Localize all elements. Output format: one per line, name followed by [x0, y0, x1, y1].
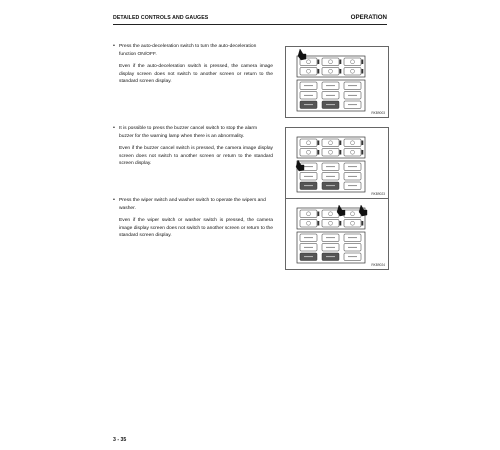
header-section-title: DETAILED CONTROLS AND GAUGES: [113, 15, 209, 21]
indicator-lamp: [362, 141, 364, 146]
header-divider: [113, 24, 387, 25]
hand-shape: [298, 49, 306, 60]
figure-code: RKB9024: [371, 263, 385, 267]
switch-panel-illustration: [286, 47, 388, 117]
paragraph: Even if the buzzer cancel switch is pressed, the camera image display screen does not switch to another screen or return to the standard screen display.: [119, 146, 273, 167]
switch-button: [344, 220, 361, 228]
indicator-lamp: [318, 60, 320, 65]
switch-button: [300, 149, 317, 157]
indicator-lamp: [318, 150, 320, 155]
section-wiper-washer: [113, 197, 273, 240]
switch-button: [300, 220, 317, 228]
indicator-lamp: [340, 60, 342, 65]
paragraph: Even if the auto-deceleration switch is pressed, the camera image display screen does not switch to another screen or return to the standard screen display.: [119, 64, 273, 85]
bullet-item: • Press the wiper switch and washer switch to operate the wipers and washer.: [113, 197, 273, 212]
header-chapter-title: OPERATION: [350, 14, 387, 21]
indicator-lamp: [318, 221, 320, 226]
switch-panel-figure: [285, 46, 389, 118]
indicator-lamp: [318, 141, 320, 146]
switch-button: [322, 220, 339, 228]
figure-code: RKB9003: [371, 111, 385, 115]
indicator-lamp: [340, 141, 342, 146]
indicator-lamp: [340, 69, 342, 74]
switch-button: [322, 58, 339, 66]
bullet-item: • Press the auto-deceleration switch to turn the auto-deceleration function ON/OFF.: [113, 43, 273, 58]
switch-button: [322, 68, 339, 76]
indicator-lamp: [362, 221, 364, 226]
paragraph: Even if the wiper switch or washer switch is pressed, the camera image display screen does not switch to another screen or return to the standard screen display.: [119, 218, 273, 239]
section-auto-deceleration: [113, 43, 273, 86]
switch-button: [344, 139, 361, 147]
switch-panel-illustration: [286, 128, 388, 198]
indicator-lamp: [340, 150, 342, 155]
switch-button: [344, 68, 361, 76]
switch-button: [300, 210, 317, 218]
pointing-hand-icon: [298, 49, 306, 60]
switch-panel-figure: [285, 127, 389, 199]
indicator-lamp: [362, 150, 364, 155]
indicator-lamp: [318, 69, 320, 74]
section-buzzer-cancel: [113, 125, 273, 168]
switch-button: [344, 149, 361, 157]
switch-button: [344, 58, 361, 66]
switch-panel-illustration: [286, 199, 388, 269]
switch-button: [300, 139, 317, 147]
bullet-item: • It is possible to press the buzzer cancel switch to stop the alarm buzzer for the warning lamp when there is an abnormality.: [113, 125, 273, 140]
switch-panel-figure: [285, 198, 389, 270]
indicator-lamp: [362, 69, 364, 74]
switch-button: [300, 68, 317, 76]
indicator-lamp: [318, 212, 320, 217]
switch-button: [322, 210, 339, 218]
indicator-lamp: [340, 221, 342, 226]
indicator-lamp: [362, 60, 364, 65]
switch-button: [344, 210, 361, 218]
switch-button: [322, 149, 339, 157]
figure-code: RKB9023: [371, 192, 385, 196]
switch-button: [322, 139, 339, 147]
page-number: 3 - 35: [113, 437, 127, 443]
